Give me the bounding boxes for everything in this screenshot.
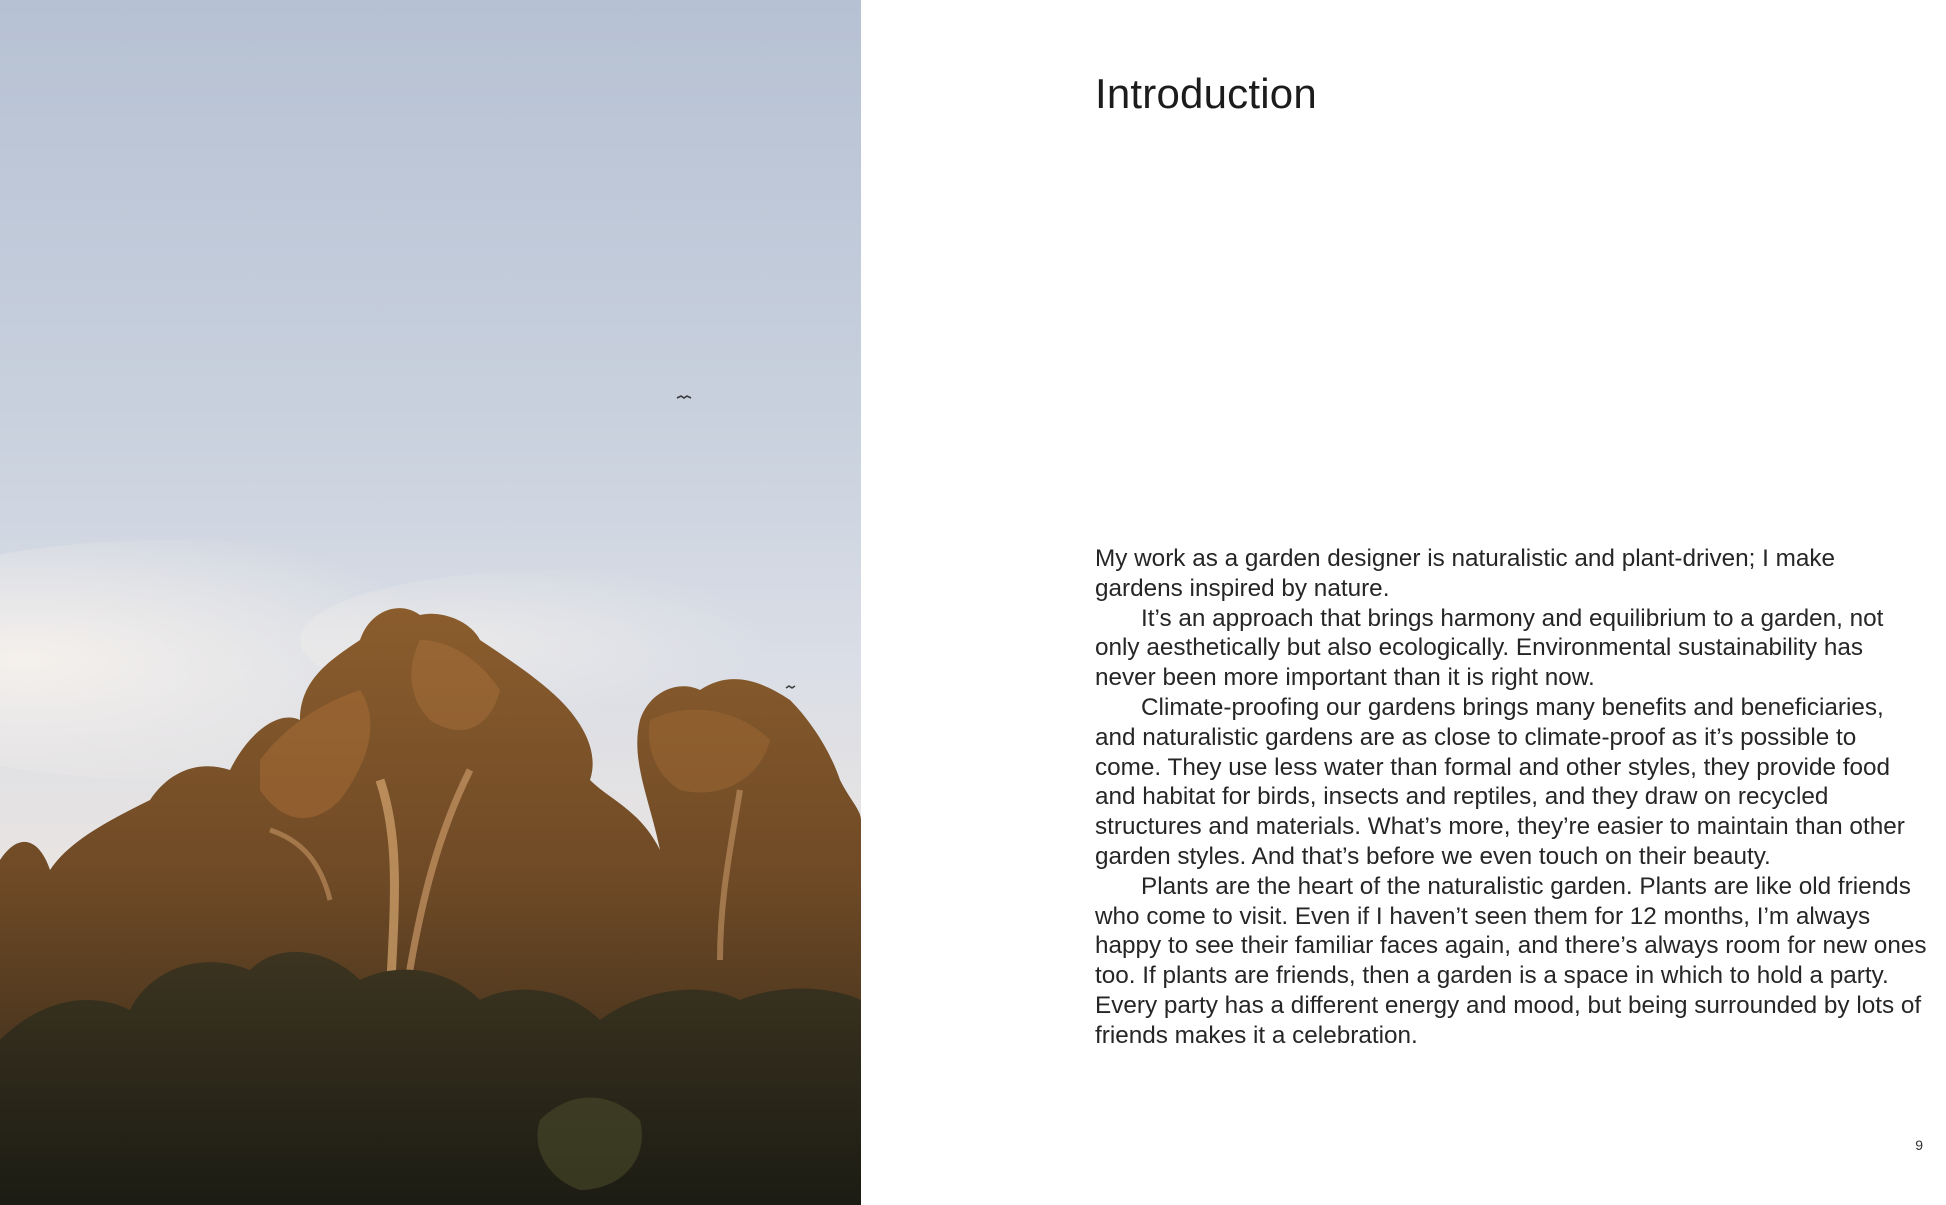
eucalyptus-photo bbox=[0, 0, 861, 1205]
bird bbox=[786, 686, 795, 688]
chapter-title: Introduction bbox=[1095, 70, 1317, 117]
paragraph: It’s an approach that brings harmony and equilibrium to a garden, not only aesthetically but also ecologically. Environmental sustainability has never been more important than it is right now. bbox=[1095, 604, 1884, 692]
paragraph: Climate-proofing our gardens brings many benefits and beneficiaries, and naturalistic gardens are as close to climate-proof as it’s possible to come. They use less water than formal and other styles, they provide food and habitat for birds, insects and reptiles, and they draw on recycled structures and materials. What’s more, they’re easier to maintain than other garden styles. And that’s before we even touch on their beauty. bbox=[1095, 693, 1905, 870]
text-page bbox=[861, 0, 1946, 1205]
photo-page bbox=[0, 0, 861, 1205]
body-text bbox=[1095, 544, 1927, 1051]
page-number: 9 bbox=[1915, 1137, 1923, 1153]
paragraph: My work as a garden designer is naturalistic and plant-driven; I make gardens inspired by nature. bbox=[1095, 545, 1836, 602]
paragraph: Plants are the heart of the naturalistic garden. Plants are like old friends who come to visit. Even if I haven’t seen them for 12 months, I’m always happy to see their familiar faces again, and there’s always room for new ones too. If plants are friends, then a garden is a space in which to hold a party. Every party has a different energy and mood, but being surrounded by lots of friends makes it a celebration. bbox=[1095, 872, 1927, 1049]
